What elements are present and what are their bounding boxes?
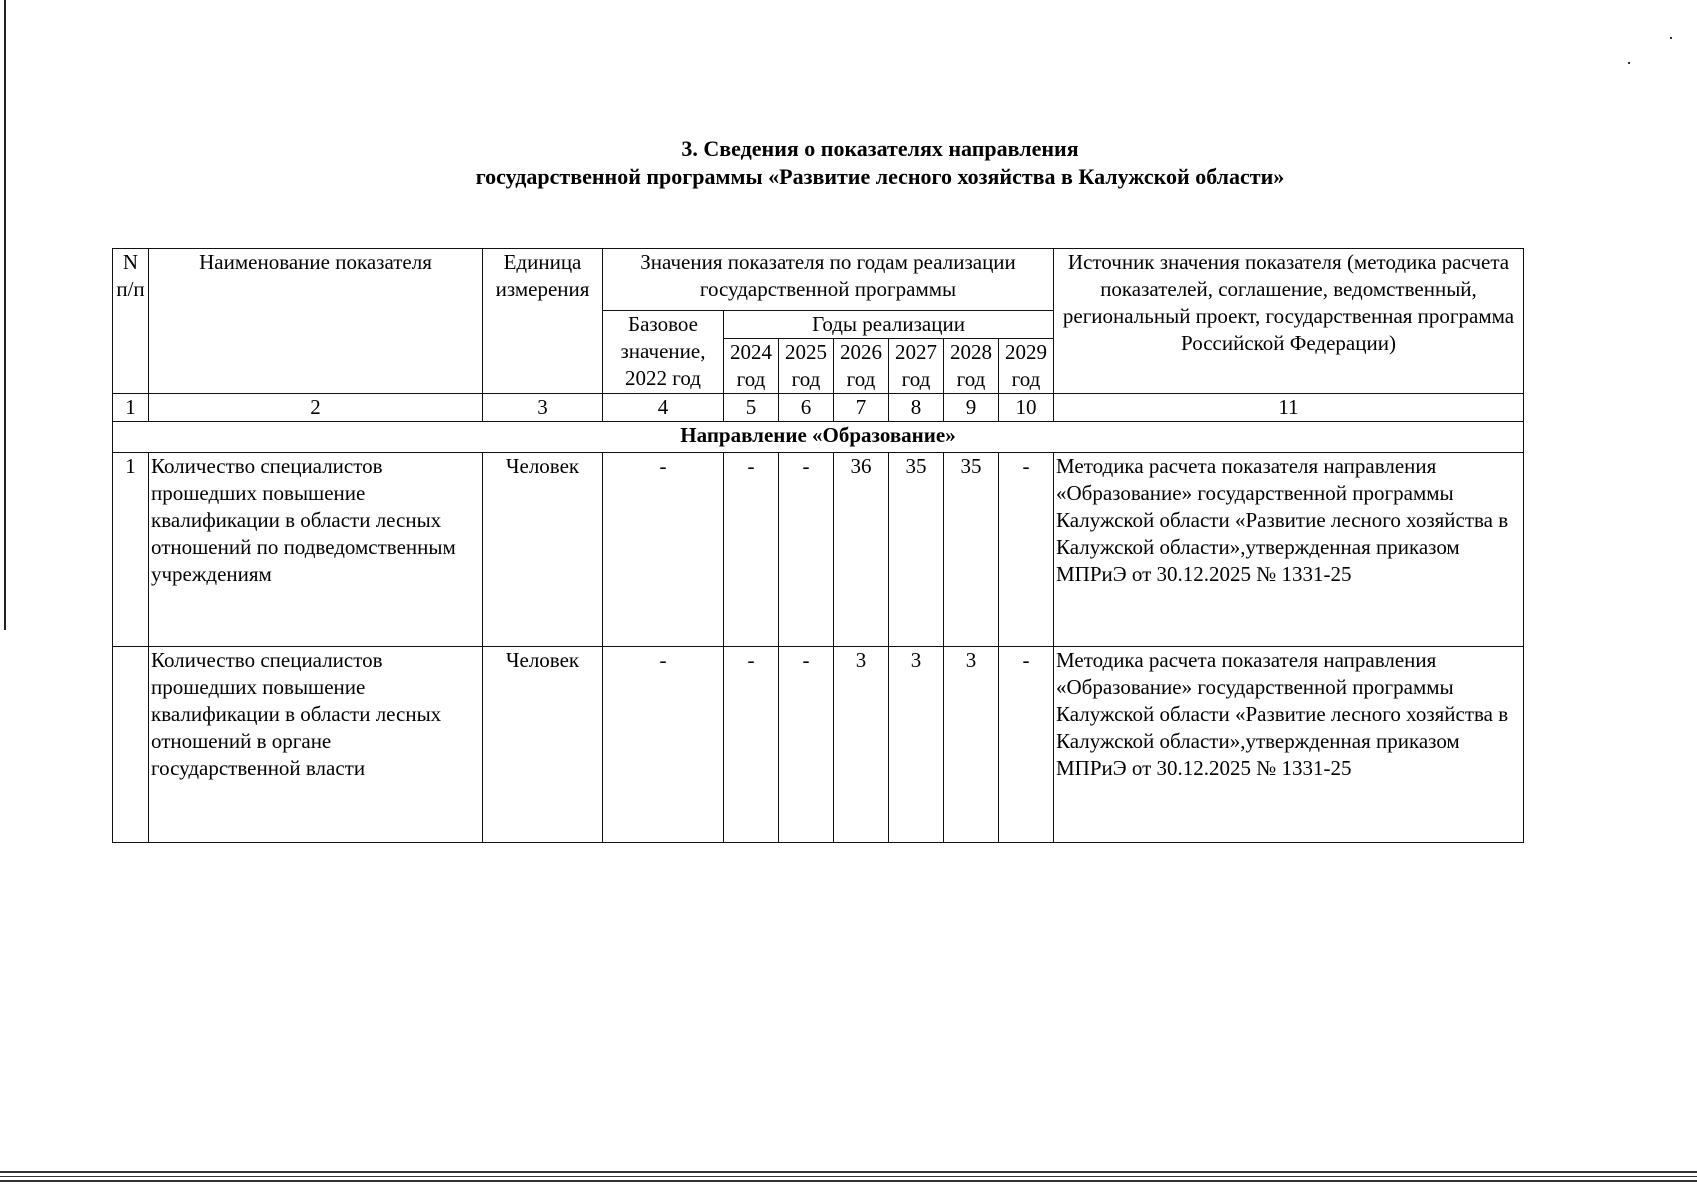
year-value: 3	[834, 647, 889, 843]
base-value: -	[603, 453, 724, 647]
column-number: 7	[834, 394, 889, 422]
header-year: 2025 год	[779, 339, 834, 394]
year-value: 36	[834, 453, 889, 647]
header-years-group: Годы реализации	[724, 311, 1054, 339]
page-bottom-rule	[0, 1176, 1697, 1177]
header-year: 2026 год	[834, 339, 889, 394]
row-num	[113, 647, 149, 843]
header-year: 2028 год	[944, 339, 999, 394]
year-value: 35	[889, 453, 944, 647]
indicator-name: Количество специалистов прошедших повышение квалификации в области лесных отношений в органе государственной власти	[149, 647, 483, 843]
row-num: 1	[113, 453, 149, 647]
header-year: 2024 год	[724, 339, 779, 394]
column-number: 10	[999, 394, 1054, 422]
year-value: -	[999, 647, 1054, 843]
indicators-table	[112, 248, 1524, 843]
column-number: 11	[1054, 394, 1524, 422]
header-num: N п/п	[113, 249, 149, 394]
year-value: 35	[944, 453, 999, 647]
header-name: Наименование показателя	[149, 249, 483, 394]
scan-speck	[1670, 37, 1672, 39]
column-number: 4	[603, 394, 724, 422]
header-source: Источник значения показателя (методика расчета показателей, соглашение, ведомственный, региональный проект, государственная программа Российской Федерации)	[1054, 249, 1524, 394]
year-value: -	[724, 453, 779, 647]
document-title: 3. Сведения о показателях направления	[681, 136, 1079, 161]
source-cell: Методика расчета показателя направления «Образование» государственной программы Калужской области «Развитие лесного хозяйства в Калужской области»,утвержденная приказом МПРиЭ от 30.12.2025 № 1331-25	[1054, 453, 1524, 647]
year-value: 3	[889, 647, 944, 843]
table-row	[113, 453, 1524, 647]
year-value: -	[779, 453, 834, 647]
unit-cell: Человек	[483, 647, 603, 843]
column-number: 8	[889, 394, 944, 422]
scan-margin-line	[4, 0, 6, 630]
document-subtitle: государственной программы «Развитие лесного хозяйства в Калужской области»	[475, 164, 1285, 189]
year-value: -	[999, 453, 1054, 647]
page-bottom-rule	[0, 1180, 1697, 1182]
header-year: 2027 год	[889, 339, 944, 394]
column-number: 9	[944, 394, 999, 422]
table-row	[113, 647, 1524, 843]
section-title: Направление «Образование»	[113, 422, 1524, 453]
scan-speck	[1628, 62, 1630, 64]
indicator-name: Количество специалистов прошедших повышение квалификации в области лесных отношений по подведомственным учреждениям	[149, 453, 483, 647]
column-number: 5	[724, 394, 779, 422]
header-base: Базовое значение, 2022 год	[603, 311, 724, 394]
column-number: 3	[483, 394, 603, 422]
unit-cell: Человек	[483, 453, 603, 647]
source-cell: Методика расчета показателя направления «Образование» государственной программы Калужской области «Развитие лесного хозяйства в Калужской области»,утвержденная приказом МПРиЭ от 30.12.2025 № 1331-25	[1054, 647, 1524, 843]
year-value: -	[779, 647, 834, 843]
page-bottom-rule	[0, 1171, 1697, 1173]
header-values-group: Значения показателя по годам реализации государственной программы	[603, 249, 1054, 311]
column-number: 6	[779, 394, 834, 422]
header-unit: Единица измерения	[483, 249, 603, 394]
year-value: 3	[944, 647, 999, 843]
column-number: 2	[149, 394, 483, 422]
year-value: -	[724, 647, 779, 843]
column-number: 1	[113, 394, 149, 422]
header-year: 2029 год	[999, 339, 1054, 394]
base-value: -	[603, 647, 724, 843]
